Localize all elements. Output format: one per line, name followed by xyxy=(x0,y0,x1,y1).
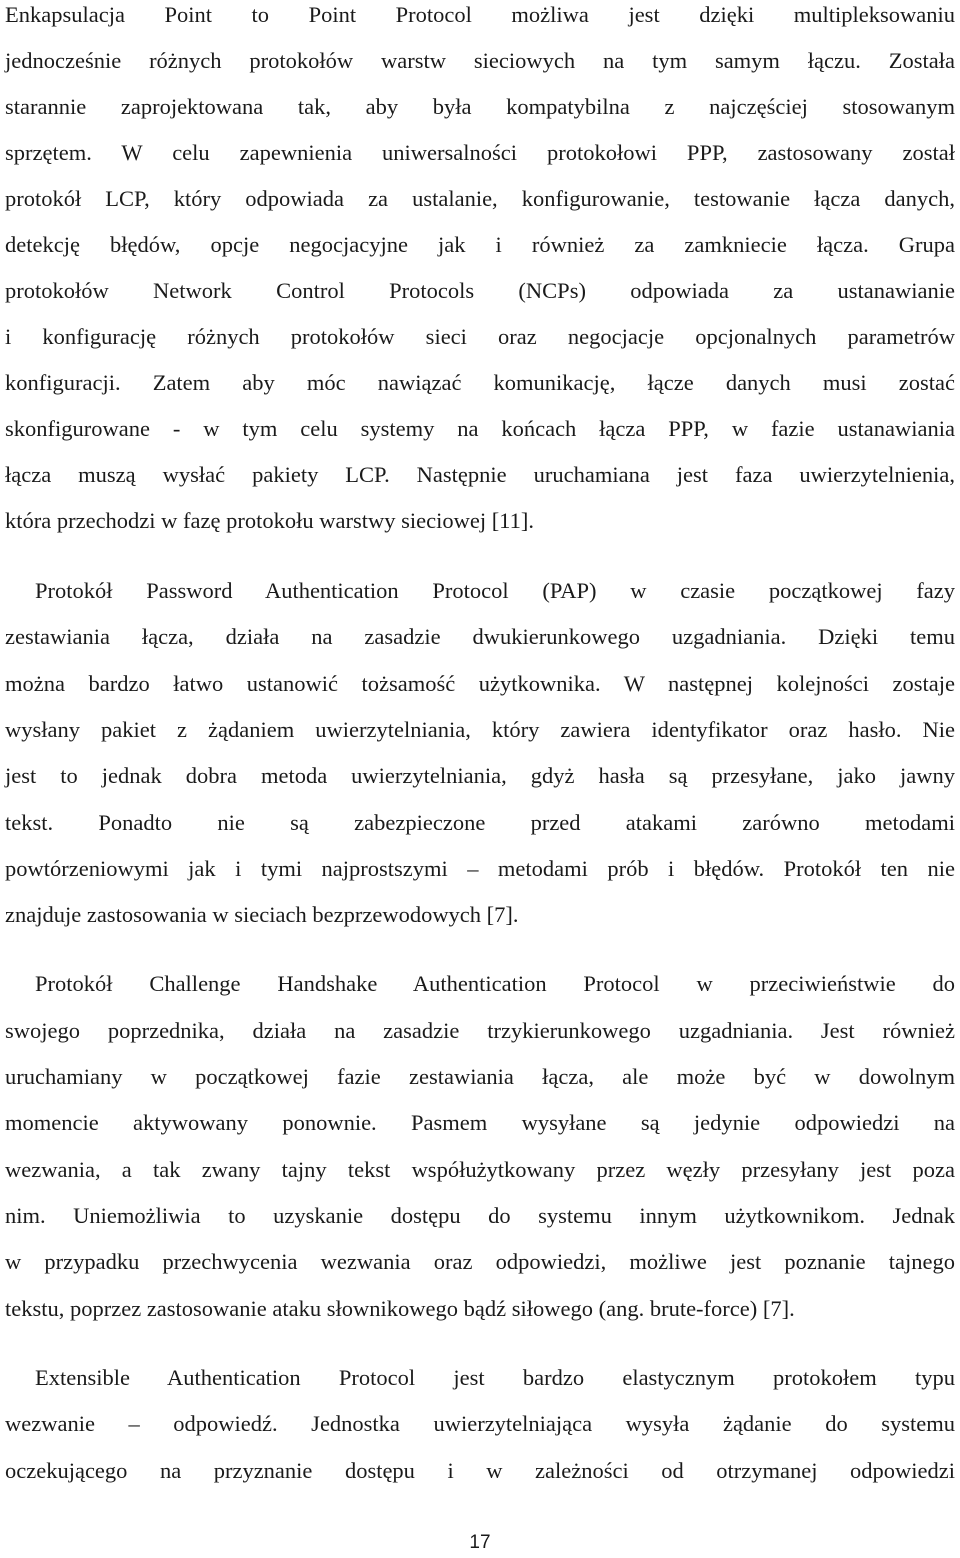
text-line: momencie aktywowany ponownie. Pasmem wysyłane są jedynie odpowiedzi na xyxy=(5,1110,955,1135)
text-line: nim. Uniemożliwia to uzyskanie dostępu do systemu innym użytkownikom. Jednak xyxy=(5,1203,955,1228)
text-line: wezwanie – odpowiedź. Jednostka uwierzytelniająca wysyła żądanie do systemu xyxy=(5,1411,955,1436)
text-line: powtórzeniowymi jak i tymi najprostszymi – metodami prób i błędów. Protokół ten nie xyxy=(5,856,955,881)
text-line: łącza muszą wysłać pakiety LCP. Następnie uruchamiana jest faza uwierzytelnienia, xyxy=(5,462,955,487)
text-line: sprzętem. W celu zapewnienia uniwersalności protokołowi PPP, zastosowany został xyxy=(5,140,955,165)
text-line: zestawiania łącza, działa na zasadzie dwukierunkowego uzgadniania. Dzięki temu xyxy=(5,624,955,649)
text-line: jest to jednak dobra metoda uwierzytelniania, gdyż hasła są przesyłane, jako jawny xyxy=(5,763,955,788)
text-line: Extensible Authentication Protocol jest bardzo elastycznym protokołem typu xyxy=(35,1365,955,1390)
text-line: i konfigurację różnych protokołów sieci oraz negocjacje opcjonalnych parametrów xyxy=(5,324,955,349)
text-line: swojego poprzednika, działa na zasadzie trzykierunkowego uzgadniania. Jest również xyxy=(5,1018,955,1043)
text-line: Protokół Challenge Handshake Authentication Protocol w przeciwieństwie do xyxy=(35,971,955,996)
text-line: Protokół Password Authentication Protocol (PAP) w czasie początkowej fazy xyxy=(35,578,955,603)
text-line: jednocześnie różnych protokołów warstw sieciowych na tym samym łączu. Została xyxy=(5,48,955,73)
text-line: wezwania, a tak zwany tajny tekst współużytkowany przez węzły przesyłany jest poza xyxy=(5,1157,955,1182)
text-line: w przypadku przechwycenia wezwania oraz odpowiedzi, możliwe jest poznanie tajnego xyxy=(5,1249,955,1274)
text-line: Enkapsulacja Point to Point Protocol możliwa jest dzięki multipleksowaniu xyxy=(5,2,955,27)
text-line: konfiguracji. Zatem aby móc nawiązać komunikację, łącze danych musi zostać xyxy=(5,370,955,395)
text-line: protokół LCP, który odpowiada za ustalanie, konfigurowanie, testowanie łącza danych, xyxy=(5,186,955,211)
text-line: tekstu, poprzez zastosowanie ataku słownikowego bądź siłowego (ang. brute-force) [7]. xyxy=(5,1296,795,1321)
text-line: wysłany pakiet z żądaniem uwierzytelniania, który zawiera identyfikator oraz hasło. Nie xyxy=(5,717,955,742)
text-line: uruchamiany w początkowej fazie zestawiania łącza, ale może być w dowolnym xyxy=(5,1064,955,1089)
text-line: detekcję błędów, opcje negocjacyjne jak i również za zamkniecie łącza. Grupa xyxy=(5,232,955,257)
text-line: protokołów Network Control Protocols (NCPs) odpowiada za ustanawianie xyxy=(5,278,955,303)
text-line: skonfigurowane - w tym celu systemy na końcach łącza PPP, w fazie ustanawiania xyxy=(5,416,955,441)
text-line: oczekującego na przyznanie dostępu i w zależności od otrzymanej odpowiedzi xyxy=(5,1458,955,1483)
text-line: znajduje zastosowania w sieciach bezprzewodowych [7]. xyxy=(5,902,519,927)
text-line: tekst. Ponadto nie są zabezpieczone przed atakami zarówno metodami xyxy=(5,810,955,835)
page-number: 17 xyxy=(469,1532,491,1553)
text-line: starannie zaprojektowana tak, aby była kompatybilna z najczęściej stosowanym xyxy=(5,94,955,119)
text-line: można bardzo łatwo ustanowić tożsamość użytkownika. W następnej kolejności zostaje xyxy=(5,671,955,696)
text-line: która przechodzi w fazę protokołu warstwy sieciowej [11]. xyxy=(5,508,534,533)
